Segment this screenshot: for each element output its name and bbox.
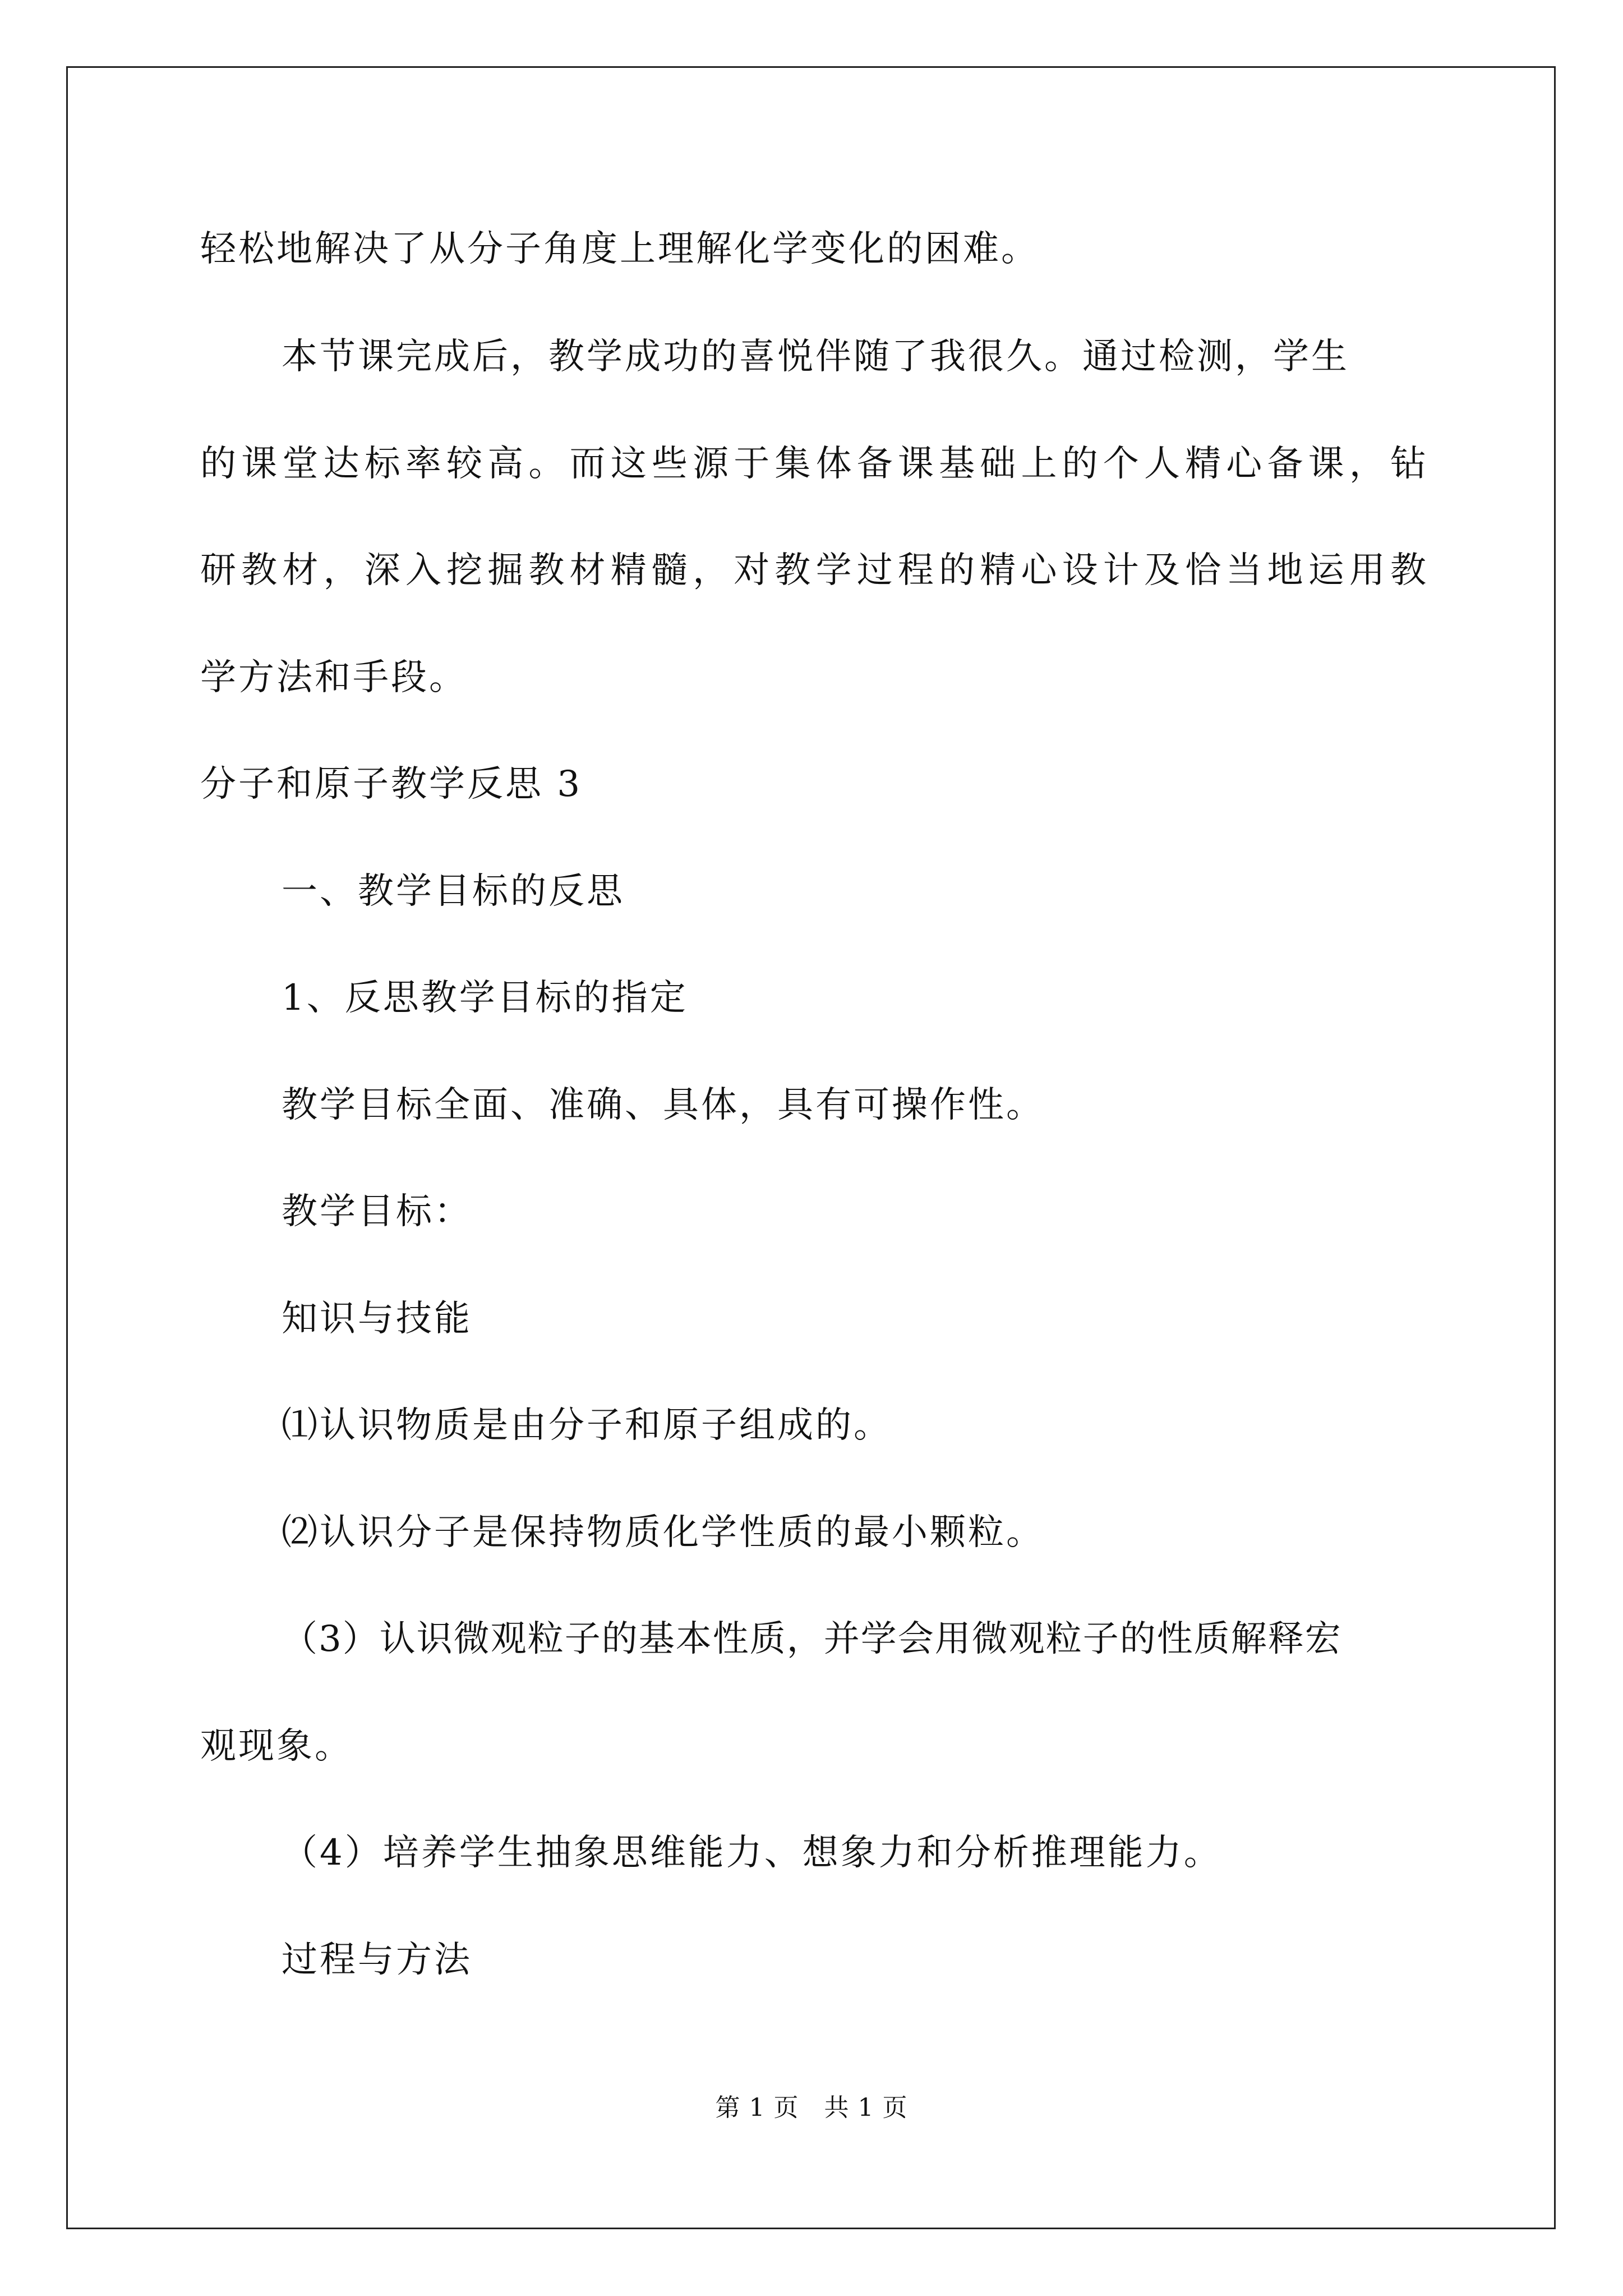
list-item-continuation: 观现象。 <box>200 1726 353 1767</box>
paragraph-line: 教学目标： <box>282 1191 472 1232</box>
paragraph-line: 过程与方法 <box>282 1939 472 1981</box>
section-heading: 分子和原子教学反思 3 <box>200 763 583 805</box>
list-item: ⑵认识分子是保持物质化学性质的最小颗粒。 <box>282 1512 1044 1553</box>
paragraph-line: 研教材，深入挖掘教材精髓，对教学过程的精心设计及恰当地运用教 <box>200 550 1428 591</box>
list-item: ⑴认识物质是由分子和原子组成的。 <box>282 1405 892 1446</box>
paragraph-line: 轻松地解决了从分子角度上理解化学变化的困难。 <box>200 228 1039 270</box>
paragraph-line: 本节课完成后，教学成功的喜悦伴随了我很久。通过检测，学生 <box>282 336 1349 378</box>
paragraph-line: 学方法和手段。 <box>200 657 467 698</box>
paragraph-line: 知识与技能 <box>282 1298 472 1340</box>
paragraph-line: 教学目标全面、准确、具体，具有可操作性。 <box>282 1084 1044 1126</box>
subsection-heading: 一、教学目标的反思 <box>282 871 625 912</box>
page-footer: 第 1 页 共 1 页 <box>715 2093 908 2122</box>
numbered-heading: 1、反思教学目标的指定 <box>282 977 688 1019</box>
list-item: （4）培养学生抽象思维能力、想象力和分析推理能力。 <box>282 1832 1222 1874</box>
paragraph-line: 的课堂达标率较高。而这些源于集体备课基础上的个人精心备课，钻 <box>200 443 1428 485</box>
list-item: （3）认识微观粒子的基本性质，并学会用微观粒子的性质解释宏 <box>282 1618 1342 1660</box>
page-border <box>66 66 1556 2229</box>
